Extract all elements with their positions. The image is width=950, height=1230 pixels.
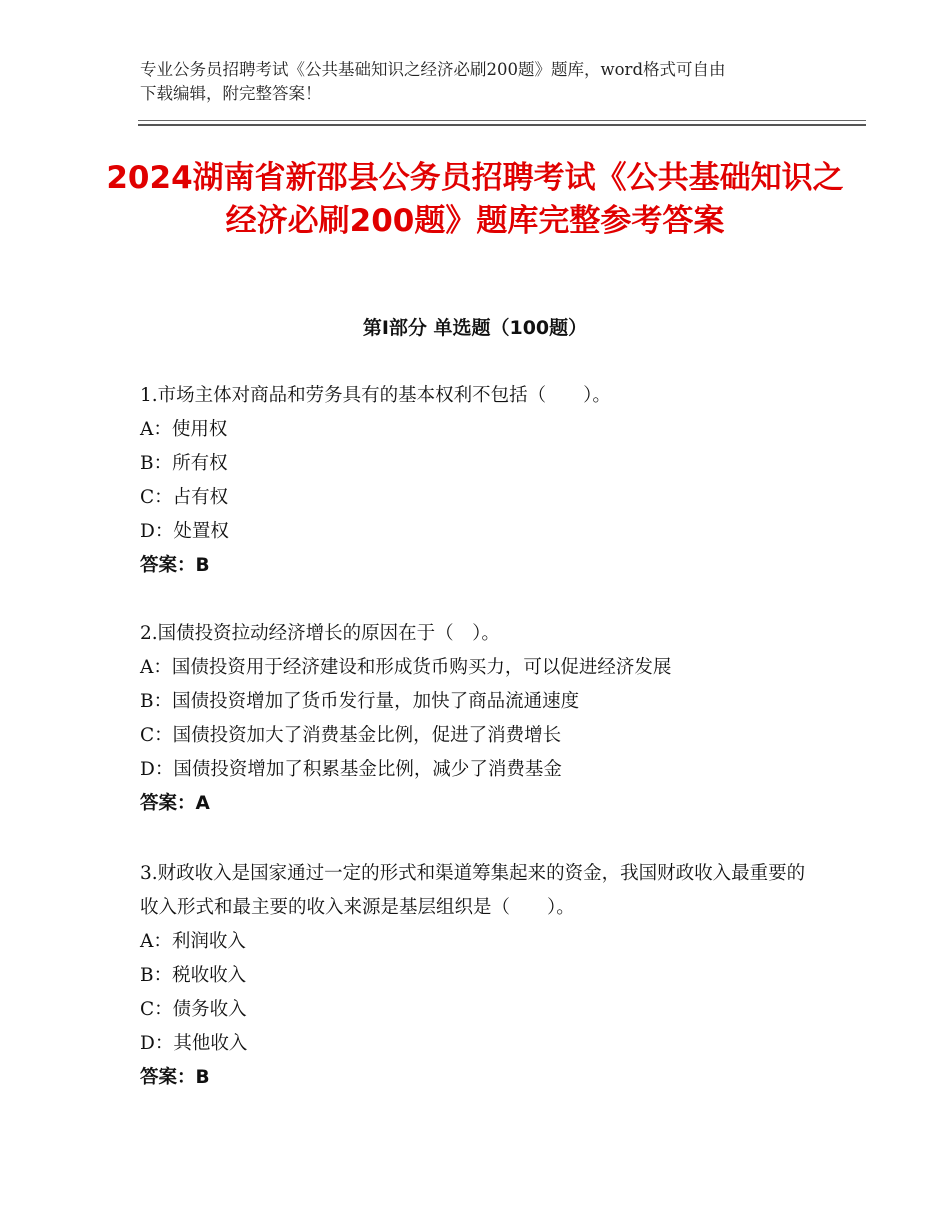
option-d: D：国债投资增加了积累基金比例，减少了消费基金 <box>140 759 562 780</box>
option-d: D：其他收入 <box>140 1033 248 1054</box>
option-c: C：债务收入 <box>140 999 247 1020</box>
option-a: A：使用权 <box>140 419 228 440</box>
document-title: 2024湖南省新邵县公务员招聘考试《公共基础知识之经济必刷200题》题库完整参考答案 <box>106 160 844 239</box>
section-heading: 第Ⅰ部分 单选题（100题） <box>362 317 588 339</box>
question-stem: 2.国债投资拉动经济增长的原因在于（ ）。 <box>140 623 500 644</box>
option-b: B：所有权 <box>140 453 228 474</box>
question-stem: 3.财政收入是国家通过一定的形式和渠道筹集起来的资金，我国财政收入最重要的收入形式和最主要的收入来源是基层组织是（ ）。 <box>140 863 806 918</box>
header-divider-thick <box>138 124 866 126</box>
document-header-note: 专业公务员招聘考试《公共基础知识之经济必刷200题》题库，word格式可自由 下载编辑，附完整答案！ <box>140 60 726 103</box>
question-block <box>140 617 820 821</box>
question-block <box>140 857 820 1095</box>
option-d: D：处置权 <box>140 521 229 542</box>
header-divider-thin <box>138 120 866 121</box>
question-stem: 1.市场主体对商品和劳务具有的基本权利不包括（ ）。 <box>140 385 611 406</box>
option-a: A：利润收入 <box>140 931 246 952</box>
answer-label: 答案：A <box>140 793 210 814</box>
option-b: B：税收收入 <box>140 965 247 986</box>
option-b: B：国债投资增加了货币发行量，加快了商品流通速度 <box>140 691 580 712</box>
option-c: C：国债投资加大了消费基金比例，促进了消费增长 <box>140 725 562 746</box>
option-c: C：占有权 <box>140 487 229 508</box>
answer-label: 答案：B <box>140 1067 210 1088</box>
option-a: A：国债投资用于经济建设和形成货币购买力，可以促进经济发展 <box>140 657 672 678</box>
answer-label: 答案：B <box>140 555 210 576</box>
question-block <box>140 379 820 583</box>
